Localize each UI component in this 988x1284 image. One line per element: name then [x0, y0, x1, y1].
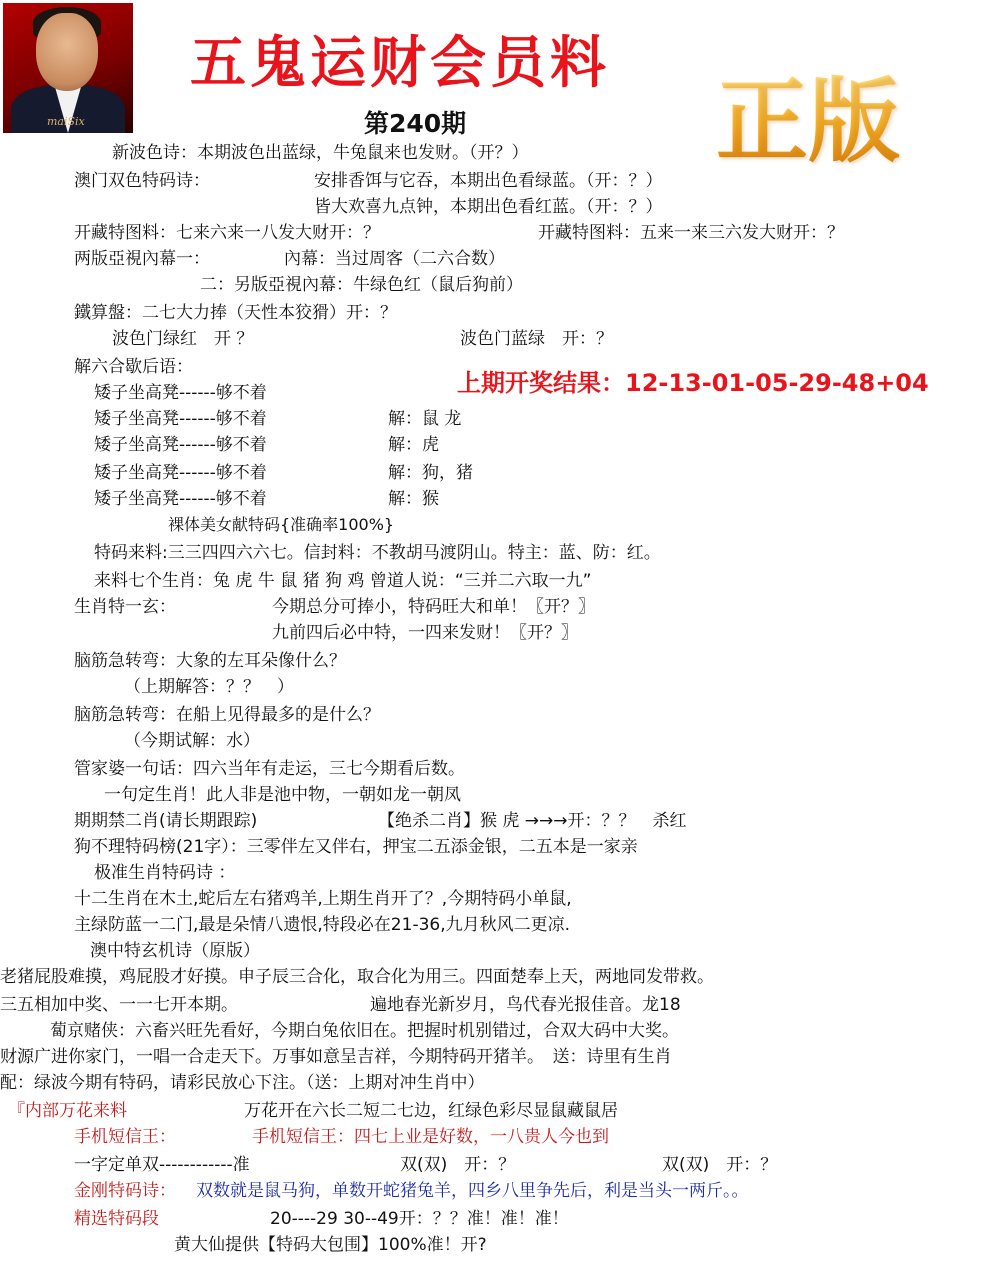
brain-teaser-2-answer: （今期试解：水）: [124, 731, 260, 751]
riddle-answer: 解：鼠 龙: [388, 409, 462, 429]
odd-even-pick-2: 双(双) 开：？: [662, 1155, 778, 1175]
housekeeper-saying: 管家婆一句话：四六当年有走运，三七今期看后数。: [74, 759, 465, 779]
odd-even-label: 一字定单双------------准: [74, 1155, 250, 1175]
odd-even-pick-1: 双(双) 开：？: [400, 1155, 516, 1175]
zodiac-poem-line2: 主绿防蓝一二门,最是朵情八遗恨,特段必在21-36,九月秋风二更凉.: [74, 915, 571, 935]
diamond-poem-text: 双数就是鼠马狗，单数开蛇猪兔羊，四乡八里争先后，利是当头一两斤。。: [196, 1181, 749, 1201]
sms-king-text: 手机短信王：四七上业是好数，一八贵人今也到: [252, 1127, 609, 1147]
abacus-line: 鐵算盤：二七大力捧（天性本狡猾）开：？: [74, 303, 397, 323]
riddle-answer: 解：狗，猪: [388, 463, 473, 483]
brain-teaser-2: 脑筋急转弯：在船上见得最多的是什么？: [74, 705, 380, 725]
ban-two-label: 期期禁二肖(请长期跟踪): [74, 811, 258, 831]
last-draw-result: 上期开奖结果：12-13-01-05-29-48+04: [457, 369, 929, 397]
issue-number: 第240期: [364, 109, 467, 138]
genuine-badge: 正版: [716, 67, 901, 175]
portrait-signature: maiSix: [47, 115, 85, 128]
ban-two-text: 【绝杀二肖】猴 虎 →→→开：？？ 杀红: [378, 811, 687, 831]
zodiac-mystery-line2: 九前四后必中特，一四来发财！〖开？〗: [272, 623, 578, 643]
diamond-poem-label: 金刚特码诗：: [74, 1181, 176, 1201]
sms-king-label: 手机短信王：: [74, 1127, 176, 1147]
zodiac-poem-line1: 十二生肖在木土,蛇后左右猪鸡羊,上期生肖开了？,今期特码小单鼠,: [74, 889, 572, 909]
brain-teaser-1-answer: （上期解答：？？ ）: [124, 677, 294, 697]
selected-range-text: 20----29 30--49开：？？准！准！准！: [270, 1209, 569, 1229]
zodiac-mystery-label: 生肖特一玄：: [74, 597, 176, 617]
one-line-zodiac: 一句定生肖！此人非是池中物，一朝如龙一朝凤: [104, 785, 461, 805]
macau-poem-label: 澳门双色特码诗：: [74, 171, 210, 191]
zodiac-poem-heading: 极准生肖特码诗 ：: [94, 863, 236, 883]
brain-teaser-1: 脑筋急转弯：大象的左耳朵像什么？: [74, 651, 346, 671]
special-chart-right: 开藏特图料：五来一来三六发大财开：？: [538, 223, 844, 243]
seven-zodiacs: 来料七个生肖：兔 虎 牛 鼠 猪 狗 鸡 曾道人说：“三并二六取一九”: [94, 571, 592, 591]
gambler-poem-line3: 配：绿波今期有特码，请彩民放心下注。（送：上期对冲生肖中）: [0, 1073, 485, 1093]
wong-tai-sin-line: 黄大仙提供【特码大包围】100%准！开?: [174, 1235, 487, 1255]
insider-text-2: 二：另版亞視內幕：牛绿色红（鼠后狗前）: [200, 275, 523, 295]
macau-poem-line2: 皆大欢喜九点钟，本期出色看红蓝。（开：？）: [314, 197, 663, 217]
mystic-poem-line1: 老猪屁股难摸，鸡屁股才好摸。申子辰三合化，取合化为用三。四面楚奉上天，两地同发带救。: [0, 967, 714, 987]
wave-color-poem: 新波色诗：本期波色出蓝绿，牛兔鼠来也发财。（开？）: [112, 143, 529, 163]
riddle-line: 矮子坐高凳------够不着: [94, 489, 267, 509]
portrait-photo: [3, 3, 133, 133]
riddle-line: 矮子坐高凳------够不着: [94, 383, 267, 403]
wave-door-right: 波色门蓝绿 开：？: [460, 329, 613, 349]
zodiac-mystery-line1: 今期总分可捧小，特码旺大和单！〖开？〗: [272, 597, 595, 617]
riddle-line: 矮子坐高凳------够不着: [94, 409, 267, 429]
accuracy-claim: 裸体美女献特码{准确率100%}: [168, 515, 395, 534]
special-chart-left: 开藏特图料：七来六来一八发大财开：？: [74, 223, 380, 243]
mystic-poem-line2b: 遍地春光新岁月，鸟代春光报佳音。龙18: [370, 995, 681, 1015]
insider-text: 內幕：当过周客（二六合数）: [284, 249, 505, 269]
internal-source-label: 『内部万花来料: [8, 1101, 127, 1121]
portrait-face: [36, 13, 98, 91]
mystic-poem-line2a: 三五相加中奖、一一七开本期。: [0, 995, 238, 1015]
wave-door-left: 波色门绿红 开 ？: [112, 329, 254, 349]
riddle-answer: 解：虎: [388, 435, 439, 455]
macau-mystic-heading: 澳中特玄机诗（原版）: [90, 941, 260, 961]
riddle-line: 矮子坐高凳------够不着: [94, 463, 267, 483]
gambler-poem-line2: 财源广进你家门，一唱一合走天下。万事如意呈吉祥，今期特码开猪羊。 送：诗里有生肖: [0, 1047, 672, 1067]
internal-source-text: 万花开在六长二短二七边，红绿色彩尽显鼠藏鼠居: [244, 1101, 618, 1121]
riddle-answer: 解：猴: [388, 489, 439, 509]
special-code-source: 特码来料:三三四四六六七。信封料：不教胡马渡阴山。特主：蓝、防：红。: [94, 543, 661, 563]
macau-poem-line1: 安排香饵与它吞，本期出色看绿蓝。（开：？）: [314, 171, 663, 191]
insider-label: 两版亞視內幕一：: [74, 249, 210, 269]
selected-range-label: 精选特码段: [74, 1209, 159, 1229]
gambler-poem-line1: 蔔京赌侠：六畜兴旺先看好，今期白兔依旧在。把握时机别错过，合双大码中大奖。: [50, 1021, 679, 1041]
riddle-line: 矮子坐高凳------够不着: [94, 435, 267, 455]
riddle-heading: 解六合歇后语：: [74, 357, 193, 377]
gou-bu-li-list: 狗不理特码榜(21字）：三零伴左又伴右，押宝二五添金银，二五本是一家亲: [74, 837, 638, 857]
page-title: 五鬼运财会员料: [190, 30, 610, 96]
